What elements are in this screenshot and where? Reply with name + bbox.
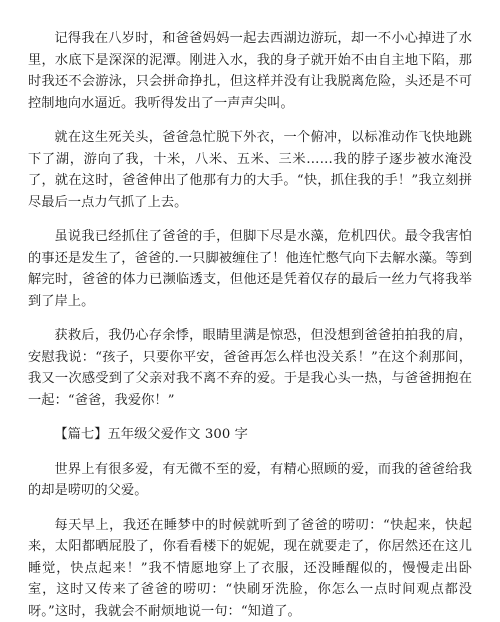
paragraph-1: 记得我在八岁时，和爸爸妈妈一起去西湖边游玩，却一不小心掉进了水里，水底下是深深的泥潭。刚进入水，我的身子就开始不由自主地下陷，那时我还不会游泳，只会拼命挣扎，但这样并没有让我脱离危险，头还是不可控制地向水逼近。我听得发出了一声声尖叫。 [28, 28, 472, 114]
paragraph-4: 获救后，我仍心存余悸，眼睛里满是惊恐，但没想到爸爸拍拍我的肩，安慰我说：“孩子，只要你平安，爸爸再怎么样也没关系！”在这个刹那间，我又一次感受到了父亲对我不离不弃的爱。于是我心头一热，与爸爸拥抱在一起：“爸爸，我爱你！” [28, 325, 472, 411]
paragraph-3: 虽说我已经抓住了爸爸的手，但脚下尽是水藻，危机四伏。最令我害怕的事还是发生了，爸爸的.一只脚被缠住了！他连忙憋气向下去解水藻。等到解完时，爸爸的体力已濒临透支，但他还是凭着仅存的最后一丝力气将我举到了岸上。 [28, 226, 472, 312]
paragraph-6: 每天早上，我还在睡梦中的时候就听到了爸爸的唠叨：“快起来，快起来，太阳都晒屁股了，你看看楼下的妮妮，现在就要走了，你居然还在这儿睡觉，快点起来！”我不情愿地穿上了衣服，还没睡醒似的，慢慢走出卧室，这时又传来了爸爸的唠叨：“快刷牙洗脸，你怎么一点时间观点都没呀。”这时，我就会不耐烦地说一句：“知道了。 [28, 515, 472, 622]
section-heading: 【篇七】五年级父爱作文 300 字 [28, 424, 472, 446]
paragraph-5: 世界上有很多爱，有无微不至的爱，有精心照顾的爱，而我的爸爸给我的却是唠叨的父爱。 [28, 459, 472, 502]
paragraph-2: 就在这生死关头，爸爸急忙脱下外衣，一个俯冲，以标准动作飞快地跳下了湖，游向了我，十米，八米、五米、三米……我的脖子逐步被水淹没了，就在这时，爸爸伸出了他那有力的大手。“快，抓住我的手！”我立刻拼尽最后一点力气抓了上去。 [28, 127, 472, 213]
